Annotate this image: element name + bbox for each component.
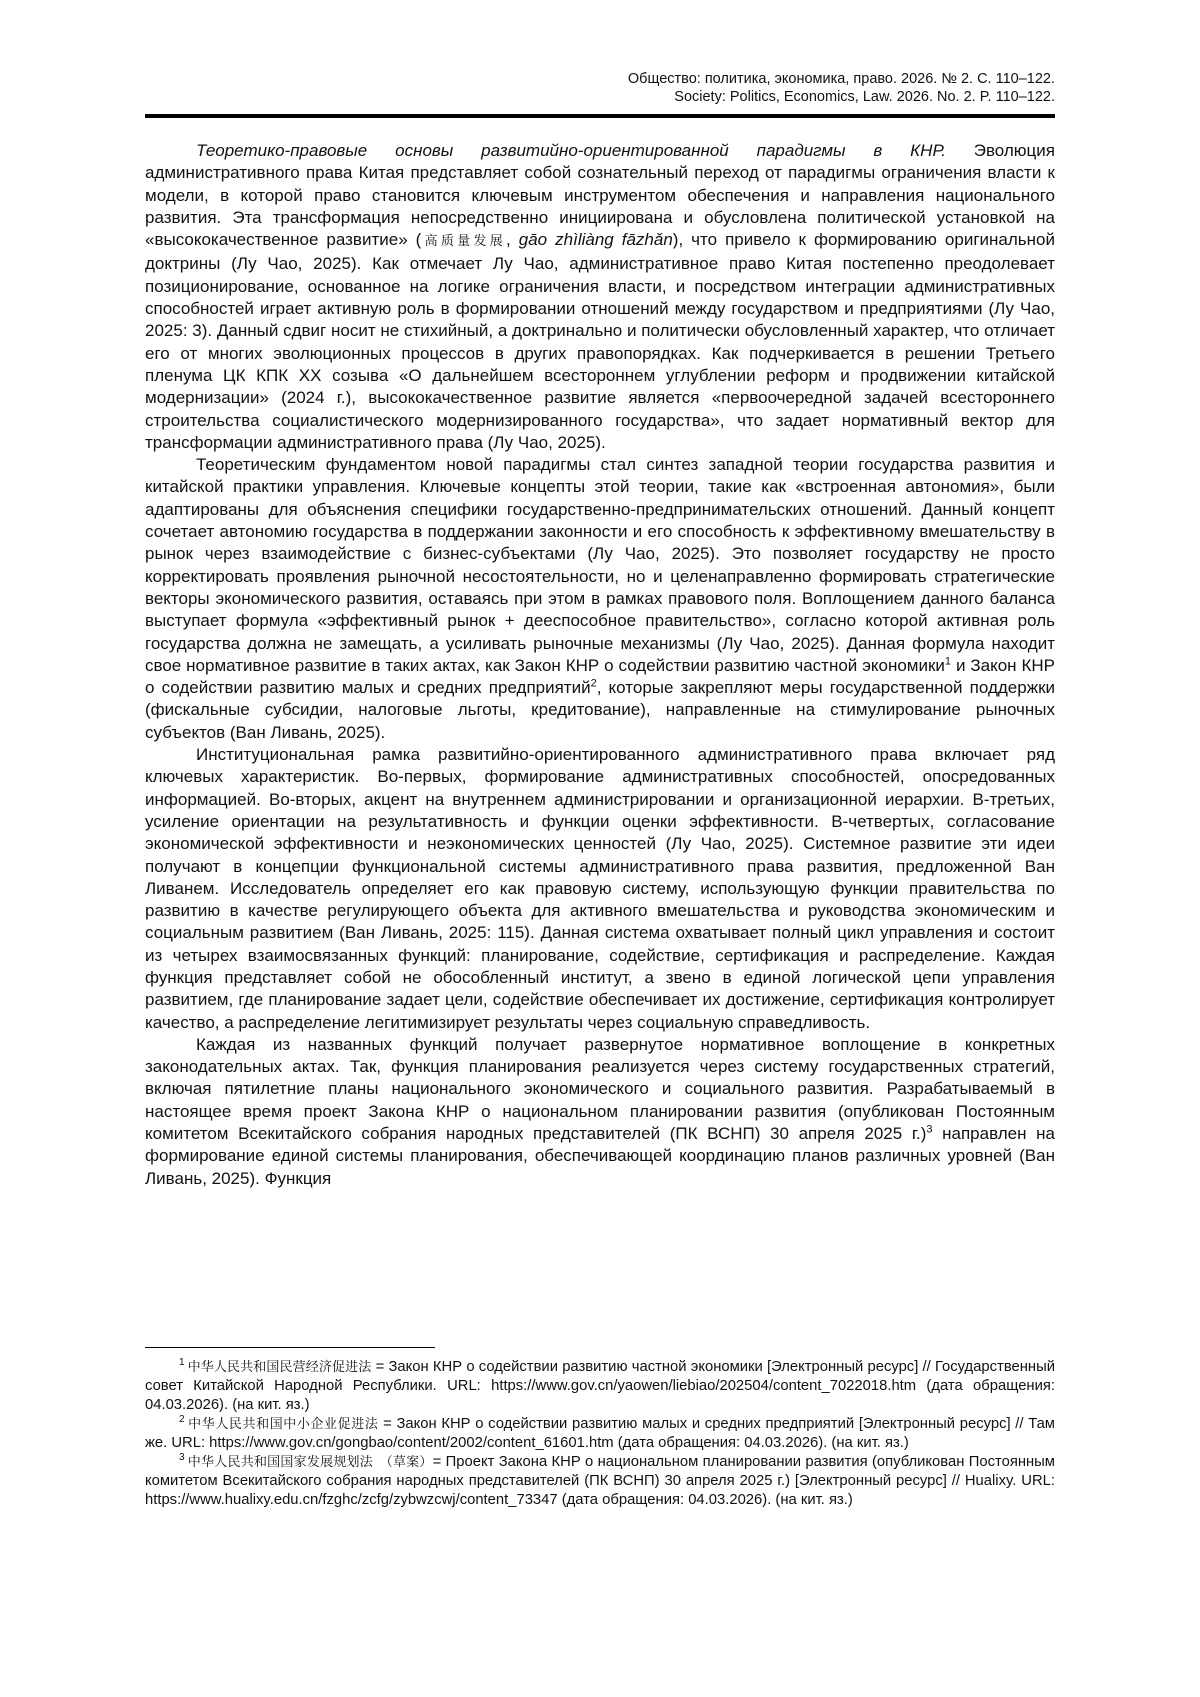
paragraph-4-text-a: Каждая из названных функций получает развернутое нормативное воплощение в конкретных законодательных актах. Так, функция планирования реализуется через систему государственных стратегий, включая пятилетние планы национального экономического и социального развития. Разрабатываемый в настоящее время проект Закона КНР о национальном планировании развития (опубликован Постоянным комитетом Всекитайского собрания народных представителей (ПК ВСНП) 30 апреля 2025 г.) — [145, 1034, 1055, 1144]
header-line-ru: Общество: политика, экономика, право. 2026. № 2. С. 110–122. — [627, 71, 1055, 87]
footnote-ref-2[interactable]: 2 — [590, 677, 597, 690]
footnote — [145, 1415, 1055, 1453]
paragraph-1-text-b: , — [506, 230, 519, 250]
article-body — [145, 140, 1055, 1190]
paragraph-3: Институциональная рамка развитийно-ориентированного административного права включает ряд ключевых характеристик. Во-первых, формирование административных способностей, опосредованных информацией. Во-вторых, акцент на внутреннем администрировании и организационной иерархии. В-третьих, усиление ориентации на результативность и функции оценки эффективности. В-четвертых, согласование экономической эффективности и неэкономических ценностей (Лу Чао, 2025). Системное развитие эти идеи получают в концепции функциональной системы административного права развития, предложенной Ван Ливанем. Исследователь определяет его как правовую систему, использующую функции правительства по развитию в качестве регулирующего объекта для активного вмешательства и руководства экономическим и социальным развитием (Ван Ливань, 2025: 115). Данная система охватывает полный цикл управления и состоит из четырех взаимосвязанных функций: планирование, содействие, сертификация и распределение. Каждая функция представляет собой не обособленный институт, а звено в единой логической цепи управления развитием, где планирование задает цели, содействие обеспечивает их достижение, сертификация контролирует качество, а распределение легитимизирует результаты через социальную справедливость. — [145, 745, 1055, 1032]
paragraph-2-text-c: , которые закрепляют меры государственной поддержки (фискальные субсидии, налоговые льготы, кредитование), направленные на стимулирование рыночных субъектов (Ван Ливань, 2025). — [145, 678, 1056, 742]
footnote — [145, 1453, 1055, 1510]
footnotes — [145, 1358, 1055, 1510]
footnote-number: 1 — [179, 1357, 185, 1369]
footnote-separator — [145, 1347, 435, 1348]
paragraph-4 — [145, 1034, 1055, 1190]
footnote-chinese-title: 中华人民共和国中小企业促进法 — [187, 1417, 379, 1432]
footnote — [145, 1358, 1055, 1415]
footnote-chinese-title: 中华人民共和国国家发展规划法 （草案） — [187, 1455, 433, 1470]
paragraph-1 — [145, 140, 1055, 454]
pinyin-term: gāo zhìliàng fāzhǎn — [518, 230, 673, 250]
header-rule — [145, 114, 1055, 118]
footnote-number: 3 — [179, 1452, 185, 1464]
footnote-text: = Закон КНР о содействии развитию малых и средних предприятий [Электронный ресурс] // Там же. URL: https://www.gov.cn/gongbao/content/2002/content_61601.htm (дата обращения: 04.03.2026). (на кит. яз.) — [145, 1416, 1055, 1451]
paragraph-2-text-a: Теоретическим фундаментом новой парадигмы стал синтез западной теории государства развития и китайской практики управления. Ключевые концепты этой теории, такие как «встроенная автономия», были адаптированы для объяснения специфики государственно-предпринимательских отношений. Данный концепт сочетает автономию государства в поддержании законности и его способность к эффективному вмешательству в рынок через взаимодействие с бизнес-субъектами (Лу Чао, 2025). Это позволяет государству не просто корректировать проявления рыночной несостоятельности, но и целенаправленно формировать стратегические векторы экономического развития, оставаясь при этом в рамках правового поля. Воплощением данного баланса выступает формула «эффективный рынок + дееспособное правительство», согласно которой активная роль государства должна не замещать, а усиливать рыночные механизмы (Лу Чао, 2025). Данная формула находит свое нормативное развитие в таких актах, как Закон КНР о содействии развитию частной экономики — [145, 455, 1055, 675]
footnote-ref-3[interactable]: 3 — [926, 1123, 933, 1136]
chinese-term: 高质量发展 — [421, 234, 507, 250]
footnote-number: 2 — [179, 1414, 185, 1426]
section-lead-in: Теоретико-правовые основы развитийно-ориентированной парадигмы в КНР. — [196, 141, 946, 160]
paragraph-2 — [145, 454, 1055, 744]
paragraph-2-text-b: и Закон КНР о содействии развитию малых и средних предприятий — [145, 655, 1055, 698]
paragraph-4-text-b: направлен на формирование единой системы планирования, обеспечивающей координацию планов различных уровней (Ван Ливань, 2025). Функция — [145, 1124, 1055, 1188]
footnote-chinese-title: 中华人民共和国民营经济促进法 — [187, 1360, 372, 1375]
header-line-en: Society: Politics, Economics, Law. 2026. No. 2. P. 110–122. — [674, 89, 1055, 105]
footnote-ref-1[interactable]: 1 — [944, 655, 952, 668]
paragraph-1-text-c: ), что привело к формированию оригинальной доктрины (Лу Чао, 2025). Как отмечает Лу Чао, административное право Китая постепенно преодолевает позиционирование, основанное на логике ограничения власти, и посредством интеграции административных способностей играет активную роль в формировании отношений между государством и предприятиями (Лу Чао, 2025: 3). Данный сдвиг носит не стихийный, а доктринально и политически обусловленный характер, что отличает его от многих эволюционных процессов в других правопорядках. Как подчеркивается в решении Третьего пленума ЦК КПК XX созыва «О дальнейшем всестороннем углублении реформ и продвижении китайской модернизации» (2024 г.), высококачественное развитие является «первоочередной задачей всестороннего строительства социалистического модернизированного государства», что задает нормативный вектор для трансформации административного права (Лу Чао, 2025). — [145, 230, 1055, 452]
footnote-text: = Проект Закона КНР о национальном планировании развития (опубликован Постоянным комитетом Всекитайского собрания народных представителей (ПК ВСНП) 30 апреля 2025 г.) [Электронный ресурс] // Hualixy. URL: https://www.hualixy.edu.cn/fzghc/zcfg/zybwzcwj/content_73347 (дата обращения: 04.03.2026). (на кит. яз.) — [145, 1454, 1055, 1508]
running-header — [255, 70, 1055, 106]
footnote-text: = Закон КНР о содействии развитию частной экономики [Электронный ресурс] // Государственный совет Китайской Народной Республики. URL: https://www.gov.cn/yaowen/liebiao/202504/content_7022018.htm (дата обращения: 04.03.2026). (на кит. яз.) — [145, 1359, 1055, 1413]
paragraph-1-text-a: Эволюция административного права Китая представляет собой сознательный переход от парадигмы ограничения власти к модели, в которой право становится ключевым инструментом обеспечения и направления национального развития. Эта трансформация непосредственно инициирована и обусловлена политической установкой на «высококачественное развитие» ( — [145, 141, 1055, 250]
